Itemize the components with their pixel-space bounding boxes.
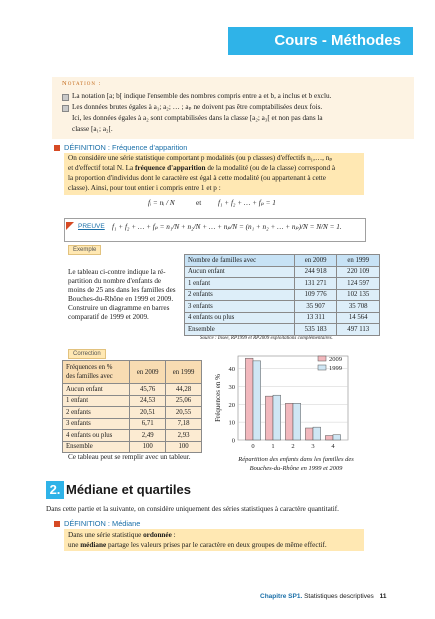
x-tick-label: 4 [331, 443, 335, 450]
proof-flag-icon [66, 222, 74, 230]
y-tick-label: 30 [228, 383, 235, 391]
table-cell: Aucun enfant [185, 266, 295, 278]
bar-1999 [333, 435, 341, 440]
example-text [68, 268, 176, 322]
table-row [185, 324, 380, 336]
table-cell: 1 enfant [185, 278, 295, 290]
table-cell: 6,71 [130, 418, 166, 430]
table-header [63, 361, 130, 384]
footer-chapter: Chapitre SP1. [260, 593, 303, 600]
definition-text: une [68, 541, 81, 549]
example-text-line: partition du nombre d'enfants de [68, 277, 162, 285]
table-row [63, 384, 202, 396]
table-cell: 7,18 [166, 418, 202, 430]
table-cell: 100 [130, 441, 166, 453]
legend-swatch [318, 365, 326, 370]
definition-text: Dans une série statistique [68, 531, 144, 539]
legend-swatch [318, 356, 326, 361]
table-row [185, 278, 380, 290]
table-cell: Ensemble [63, 441, 130, 453]
section-intro: Dans cette partie et la suivante, on considère uniquement des séries statistiques à caractère quantitatif. [46, 505, 339, 513]
y-tick-label: 10 [228, 419, 235, 427]
table-cell: 25,06 [166, 395, 202, 407]
table-row [63, 407, 202, 419]
x-tick-label: 1 [271, 443, 275, 450]
proof-formula: f₁ + f₂ + … + fₚ = n₁/N + n₂/N + … + nₚ/N = (n₁ + n₂ + … + nₚ)/N = N/N = 1. [112, 223, 342, 231]
definition-title: DÉFINITION : Médiane [64, 519, 141, 528]
example-text-line: Le tableau ci-contre indique la ré- [68, 268, 166, 276]
table-source: Source : Insee, RP1999 et RP2009 exploitations complémentaires. [200, 336, 333, 341]
table-cell: 4 enfants ou plus [63, 430, 130, 442]
definition-line-1: On considère une série statistique comportant p modalités (ou p classes) d'effectifs n₁,…, nₚ [68, 154, 333, 162]
bar-1999 [293, 403, 301, 440]
bar-2009 [305, 428, 313, 440]
chart-caption-line: Bouches-du-Rhône en 1999 et 2009 [249, 465, 343, 472]
page-banner: Cours - Méthodes [228, 27, 413, 55]
legend-label: 1999 [329, 365, 342, 372]
table-header-line: Fréquences en % [66, 364, 113, 371]
definition-title: DÉFINITION : Fréquence d'apparition [64, 143, 188, 152]
table-cell: 2,49 [130, 430, 166, 442]
formula-connector: et [196, 199, 202, 207]
table-header: en 2009 [130, 361, 166, 384]
bullet-icon [62, 94, 69, 101]
bar-1999 [253, 361, 261, 440]
table-row [63, 418, 202, 430]
table-cell: 244 918 [294, 266, 337, 278]
bar-chart [208, 352, 358, 452]
table-cell: 3 enfants [63, 418, 130, 430]
table-cell: 45,76 [130, 384, 166, 396]
correction-tab: Correction [68, 349, 106, 359]
y-tick-label: 40 [228, 366, 235, 374]
example-text-line: Construire un diagramme en barres [68, 304, 170, 312]
notation-bullet-2-line-2: Ici, les données égales à a₂ sont comptabilisées dans la classe [a₂; a₃[ et non pas dans la [72, 114, 323, 122]
table-cell: 35 907 [294, 301, 337, 313]
example-tab: Exemple [68, 245, 101, 255]
table-cell: 13 311 [294, 312, 337, 324]
x-tick-label: 0 [251, 443, 255, 450]
notation-bullet-2-line-3: classe [a₁; a₂[. [72, 125, 113, 133]
table-row [185, 301, 380, 313]
bar-1999 [313, 427, 321, 440]
bar-2009 [285, 403, 293, 440]
bullet-icon [62, 105, 69, 112]
chart-caption-line: Répartition des enfants dans les familles des [238, 456, 354, 463]
table-cell: 4 enfants ou plus [185, 312, 295, 324]
example-text-line: comparatif de 1999 et 2009. [68, 313, 149, 321]
definition-line-3: la proportion d'individus dont le caractère est égal à cette modalité (ou appartenant à cette [68, 174, 326, 182]
table-cell: 100 [166, 441, 202, 453]
table-cell: 124 597 [337, 278, 380, 290]
table-header-row [63, 361, 202, 384]
footer-page-number: 11 [379, 593, 387, 600]
correction-table [62, 360, 202, 453]
formula-sum: f₁ + f₂ + … + fₚ = 1 [218, 199, 276, 207]
table-cell: 3 enfants [185, 301, 295, 313]
table-row [185, 289, 380, 301]
x-tick-label: 3 [311, 443, 315, 450]
definition-text: et d'effectif total N. La [68, 164, 136, 172]
table-row [63, 430, 202, 442]
table-row [185, 266, 380, 278]
definition-marker-icon [54, 521, 60, 527]
definition-line-1 [68, 531, 176, 540]
table-cell: 220 109 [337, 266, 380, 278]
table-header: Nombre de familles avec [185, 255, 295, 267]
table-header-row [185, 255, 380, 267]
example-table [184, 254, 380, 336]
bar-2009 [325, 436, 333, 440]
section-number: 2. [46, 481, 64, 499]
definition-text: : [171, 531, 176, 539]
y-tick-label: 20 [228, 401, 235, 409]
proof-label: PREUVE [78, 223, 105, 230]
notation-bullet-1: La notation [a; b[ indique l'ensemble des nombres compris entre a et b, a inclus et b exclu. [72, 92, 332, 100]
y-tick-label: 0 [231, 437, 235, 445]
table-cell: 44,28 [166, 384, 202, 396]
definition-marker-icon [54, 145, 60, 151]
definition-term: fréquence d'apparition [135, 164, 206, 172]
notation-bullet-2-line-1: Les données brutes égales à a₁; a₂; … ; aₚ ne doivent pas être comptabilisées deux fois. [72, 103, 323, 111]
correction-note: Ce tableau peut se remplir avec un tableur. [68, 453, 191, 461]
table-cell: 1 enfant [63, 395, 130, 407]
table-cell: 535 183 [294, 324, 337, 336]
table-cell: 2,93 [166, 430, 202, 442]
notation-title: Notation : [62, 80, 102, 87]
table-cell: 102 135 [337, 289, 380, 301]
x-tick-label: 2 [291, 443, 295, 450]
footer-topic: Statistiques descriptives [304, 593, 374, 600]
table-row [185, 312, 380, 324]
table-header: en 1999 [337, 255, 380, 267]
table-header: en 1999 [166, 361, 202, 384]
section-title: Médiane et quartiles [66, 482, 191, 497]
y-axis-label: Fréquences en % [214, 374, 222, 422]
table-cell: 24,53 [130, 395, 166, 407]
table-cell: Ensemble [185, 324, 295, 336]
definition-term: ordonnée [143, 531, 172, 539]
bar-1999 [273, 395, 281, 440]
definition-line-2 [68, 541, 327, 550]
table-cell: 20,51 [130, 407, 166, 419]
table-header: en 2009 [294, 255, 337, 267]
table-cell: 20,55 [166, 407, 202, 419]
table-cell: 2 enfants [185, 289, 295, 301]
table-row [63, 441, 202, 453]
table-cell: 109 776 [294, 289, 337, 301]
definition-line-2 [68, 164, 335, 173]
chart-caption [226, 455, 366, 473]
formula-frequency: fᵢ = nᵢ / N [148, 199, 175, 207]
definition-term: médiane [80, 541, 107, 549]
table-row [63, 395, 202, 407]
table-cell: 35 708 [337, 301, 380, 313]
example-text-line: moins de 25 ans dans les familles des [68, 286, 176, 294]
bar-2009 [245, 358, 253, 440]
table-cell: 497 113 [337, 324, 380, 336]
table-cell: 2 enfants [63, 407, 130, 419]
table-header-line: des familles avec [66, 373, 113, 380]
bar-2009 [265, 396, 273, 440]
definition-text: partage les valeurs prises par le caractère en deux groupes de même effectif. [106, 541, 327, 549]
definition-text: de la modalité (ou de la classe) correspond à [205, 164, 336, 172]
table-cell: 14 564 [337, 312, 380, 324]
definition-line-4: classe). Ainsi, pour tout entier i compris entre 1 et p : [68, 184, 221, 192]
page-footer [260, 593, 387, 600]
legend-label: 2009 [329, 356, 342, 363]
example-text-line: Bouches-du-Rhône en 1999 et 2009. [68, 295, 174, 303]
table-cell: Aucun enfant [63, 384, 130, 396]
table-cell: 131 271 [294, 278, 337, 290]
